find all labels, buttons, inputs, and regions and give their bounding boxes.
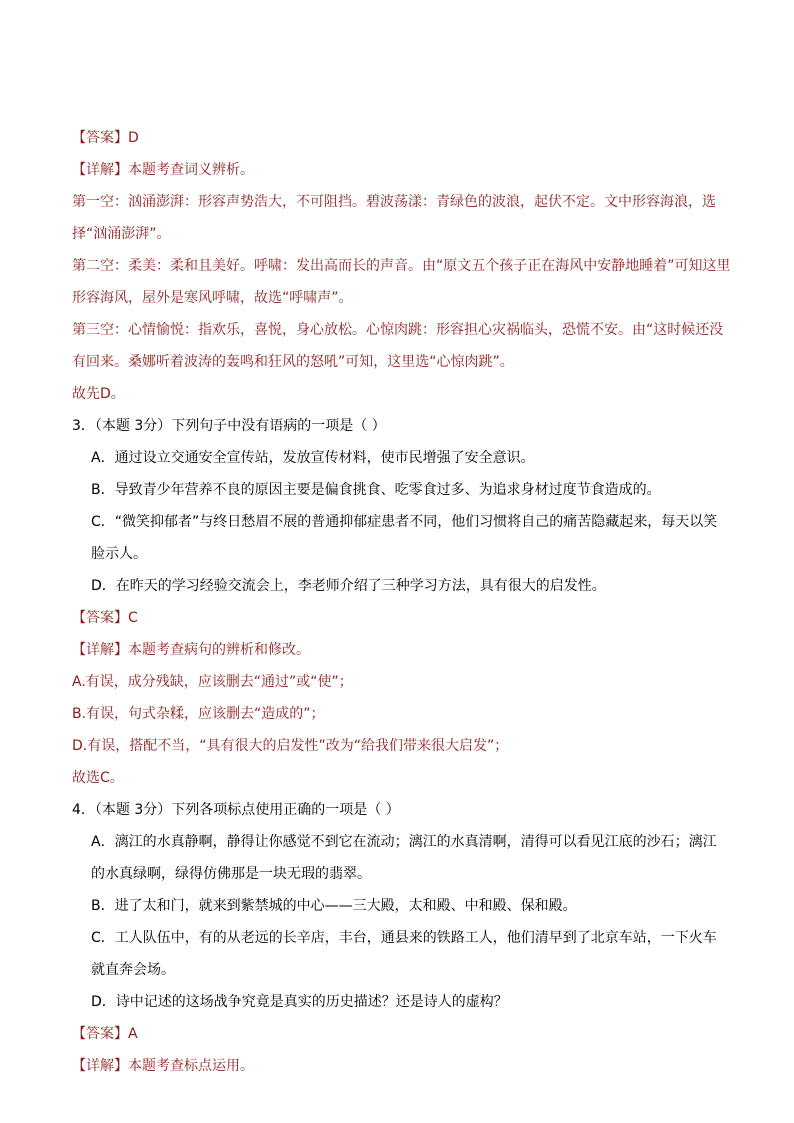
explanation-line: A.有误，成分残缺，应该删去“通过”或“使”； — [72, 674, 353, 690]
explanation-line: 第一空：汹涌澎湃：形容声势浩大，不可阻挡。碧波荡漾：青绿色的波浪，起伏不定。文中形容海浪，选 — [72, 194, 716, 210]
detail-label: 【详解】本题考查词义辨析。 — [72, 162, 254, 178]
answer-label: 【答案】D — [72, 130, 139, 146]
explanation-line: 故先D。 — [72, 386, 125, 402]
explanation-line: 择“汹涌澎湃”。 — [72, 226, 171, 242]
option-b: B．进了太和门，就来到紫禁城的中心——三大殿，太和殿、中和殿、保和殿。 — [91, 898, 577, 914]
explanation-line: 第二空：柔美：柔和且美好。呼啸：发出高而长的声音。由“原文五个孩子正在海风中安静地睡着”可知这里 — [72, 258, 731, 274]
option-a: A．漓江的水真静啊，静得让你感觉不到它在流动；漓江的水真清啊，清得可以看见江底的沙石；漓江 — [91, 834, 717, 850]
explanation-line: 有回来。桑娜听着波涛的轰鸣和狂风的怒吼”可知，这里选“心惊肉跳”。 — [72, 354, 514, 370]
detail-label: 【详解】本题考查病句的辨析和修改。 — [72, 642, 310, 658]
option-c-continued: 就直奔会场。 — [91, 962, 175, 978]
question-stem: 4．（本题 3分）下列各项标点使用正确的一项是（ ） — [72, 802, 400, 818]
option-d: D．在昨天的学习经验交流会上，李老师介绍了三种学习方法，具有很大的启发性。 — [91, 578, 606, 594]
answer-label: 【答案】C — [72, 610, 138, 626]
explanation-line: 故选C。 — [72, 770, 124, 786]
explanation-line: D.有误，搭配不当，“具有很大的启发性”改为“给我们带来很大启发”； — [72, 738, 509, 754]
question-stem: 3．（本题 3分）下列句子中没有语病的一项是（ ） — [72, 418, 386, 434]
option-a-continued: 的水真绿啊，绿得仿佛那是一块无瑕的翡翠。 — [91, 866, 371, 882]
detail-label: 【详解】本题考查标点运用。 — [72, 1058, 254, 1074]
explanation-line: 第三空：心情愉悦：指欢乐，喜悦，身心放松。心惊肉跳：形容担心灾祸临头，恐慌不安。由“这时候还没 — [72, 322, 724, 338]
option-b: B．导致青少年营养不良的原因主要是偏食挑食、吃零食过多、为追求身材过度节食造成的。 — [91, 482, 661, 498]
option-c-continued: 脸示人。 — [91, 546, 147, 562]
option-d: D．诗中记述的这场战争究竟是真实的历史描述？还是诗人的虚构？ — [91, 994, 508, 1010]
option-a: A．通过设立交通安全宣传站，发放宣传材料，使市民增强了安全意识。 — [91, 450, 535, 466]
answer-label: 【答案】A — [72, 1026, 138, 1042]
explanation-line: B.有误，句式杂糅，应该删去“造成的”； — [72, 706, 325, 722]
option-c: C．“微笑抑郁者”与终日愁眉不展的普通抑郁症患者不同，他们习惯将自己的痛苦隐藏起来，每天以笑 — [91, 514, 718, 530]
option-c: C．工人队伍中，有的从老远的长辛店，丰台，通县来的铁路工人，他们清早到了北京车站，一下火车 — [91, 930, 717, 946]
explanation-line: 形容海风，屋外是寒风呼啸，故选“呼啸声”。 — [72, 290, 353, 306]
